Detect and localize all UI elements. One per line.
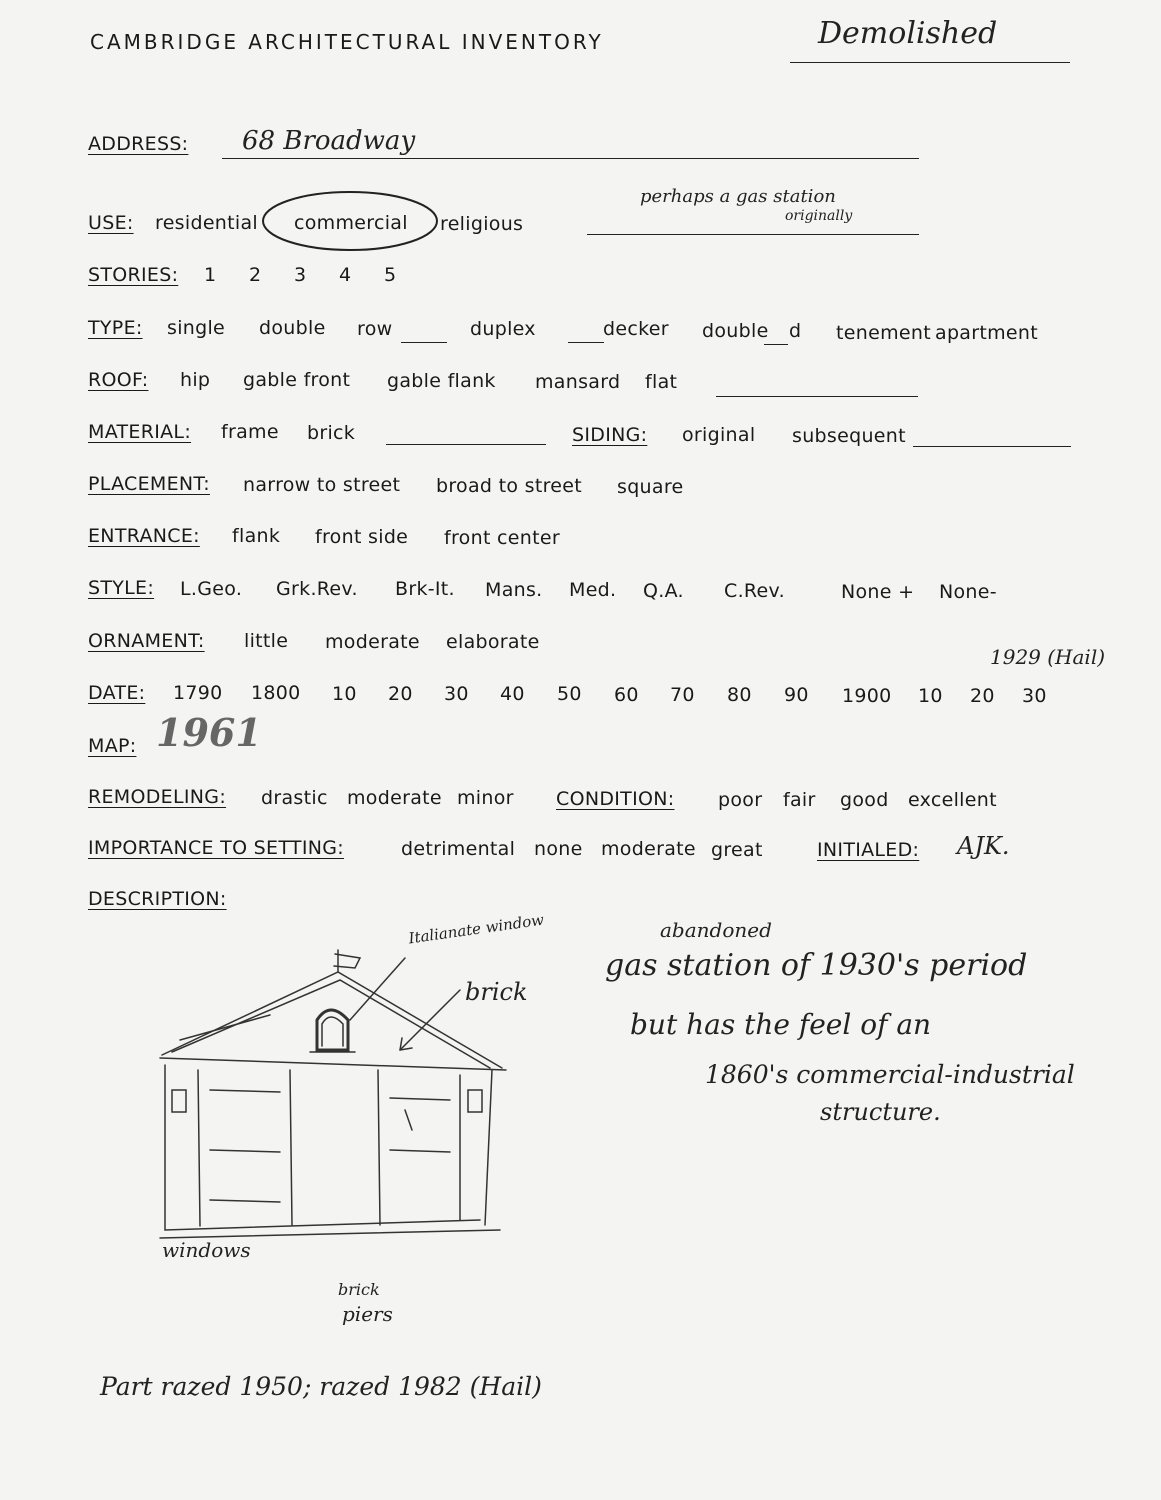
siding-label: SIDING: [572, 424, 648, 446]
use-label: USE: [88, 212, 134, 234]
stories-3: 3 [294, 264, 307, 286]
siding-subsequent: subsequent [792, 425, 906, 447]
remodeling-drastic: drastic [261, 787, 328, 809]
material-line [386, 444, 546, 445]
description-line-1: gas station of 1930's period [605, 948, 1028, 983]
roof-line [716, 396, 918, 397]
use-line [587, 234, 919, 235]
roof-gable-front: gable front [243, 369, 351, 391]
placement-label: PLACEMENT: [88, 473, 210, 495]
stories-5: 5 [384, 264, 397, 286]
use-option-religious: religious [440, 213, 524, 235]
entrance-label: ENTRANCE: [88, 525, 200, 547]
style-none-minus: None- [939, 581, 997, 603]
remodeling-label: REMODELING: [88, 786, 227, 808]
date-20: 20 [388, 683, 413, 705]
date-1790: 1790 [173, 682, 223, 704]
date-1930: 30 [1022, 685, 1047, 707]
style-none-plus: None + [841, 581, 915, 603]
status-underline [790, 62, 1070, 63]
initialed-label: INITIALED: [817, 839, 920, 861]
importance-none: none [534, 838, 583, 860]
date-90: 90 [784, 684, 809, 706]
importance-great: great [711, 839, 763, 861]
description-line-2: but has the feel of an [630, 1008, 932, 1041]
date-label: DATE: [88, 682, 146, 704]
type-single: single [167, 317, 226, 339]
material-label: MATERIAL: [88, 421, 192, 443]
importance-detrimental: detrimental [401, 838, 516, 860]
placement-square: square [617, 476, 684, 498]
roof-hip: hip [180, 369, 211, 391]
sketch-window-label: Italianate window [407, 910, 546, 948]
style-qa: Q.A. [643, 580, 684, 602]
status-note: Demolished [818, 16, 998, 51]
type-double: double [259, 317, 326, 339]
roof-gable-flank: gable flank [387, 370, 496, 392]
sketch-piers-label-2: piers [342, 1302, 393, 1326]
description-line-4: structure. [820, 1098, 941, 1126]
siding-line [913, 446, 1071, 447]
date-1800: 1800 [251, 682, 301, 704]
style-grkrev: Grk.Rev. [276, 578, 358, 600]
type-label: TYPE: [88, 317, 143, 339]
placement-narrow: narrow to street [243, 474, 401, 496]
remodeling-minor: minor [457, 787, 514, 809]
date-1900: 1900 [842, 685, 892, 707]
type-double-d-blank [764, 344, 788, 345]
type-d: d [789, 320, 802, 342]
footer-note: Part razed 1950; razed 1982 (Hail) [100, 1372, 542, 1401]
ornament-moderate: moderate [325, 631, 420, 653]
description-label: DESCRIPTION: [88, 888, 227, 910]
sketch-bottom-left-label: windows [162, 1238, 251, 1262]
stories-1: 1 [204, 264, 217, 286]
use-option-residential: residential [155, 212, 259, 234]
map-label: MAP: [88, 735, 137, 757]
condition-good: good [840, 789, 889, 811]
stories-2: 2 [249, 264, 262, 286]
date-10: 10 [332, 683, 357, 705]
style-lgeo: L.Geo. [180, 578, 243, 600]
address-value: 68 Broadway [242, 126, 416, 156]
type-apartment: apartment [935, 322, 1038, 344]
address-label: ADDRESS: [88, 133, 189, 155]
stories-label: STORIES: [88, 264, 179, 286]
material-brick: brick [307, 422, 356, 444]
building-sketch [150, 920, 560, 1270]
siding-original: original [682, 424, 756, 446]
use-note-1: perhaps a gas station [640, 186, 836, 207]
material-frame: frame [221, 421, 279, 443]
entrance-front-side: front side [315, 526, 409, 548]
date-70: 70 [670, 684, 695, 706]
entrance-flank: flank [232, 525, 281, 547]
date-1910: 10 [918, 685, 943, 707]
commercial-circle [258, 186, 448, 256]
condition-poor: poor [718, 789, 763, 811]
roof-label: ROOF: [88, 369, 149, 391]
type-row: row [357, 318, 393, 340]
sketch-brick-label: brick [465, 978, 528, 1006]
map-value: 1961 [156, 710, 262, 755]
remodeling-moderate: moderate [347, 787, 442, 809]
form-title: CAMBRIDGE ARCHITECTURAL INVENTORY [90, 30, 604, 54]
date-30: 30 [444, 683, 469, 705]
style-brkit: Brk-It. [395, 578, 455, 600]
style-crev: C.Rev. [724, 580, 785, 602]
importance-moderate: moderate [601, 838, 696, 860]
sketch-piers-label-1: brick [338, 1280, 380, 1299]
description-insert: abandoned [660, 918, 772, 942]
placement-broad: broad to street [436, 475, 583, 497]
address-line [222, 158, 919, 159]
use-option-commercial: commercial [294, 212, 408, 234]
date-note: 1929 (Hail) [990, 645, 1106, 669]
roof-flat: flat [645, 371, 678, 393]
date-60: 60 [614, 684, 639, 706]
type-decker: decker [603, 318, 669, 340]
style-mans: Mans. [485, 579, 543, 601]
type-duplex: duplex [470, 318, 536, 340]
date-1920: 20 [970, 685, 995, 707]
stories-4: 4 [339, 264, 352, 286]
date-80: 80 [727, 684, 752, 706]
description-line-3: 1860's commercial-industrial [705, 1060, 1075, 1089]
ornament-label: ORNAMENT: [88, 630, 205, 652]
initialed-value: AJK. [957, 832, 1010, 860]
roof-mansard: mansard [535, 371, 621, 393]
ornament-little: little [244, 630, 289, 652]
condition-fair: fair [783, 789, 816, 811]
entrance-front-center: front center [444, 527, 560, 549]
type-tenement: tenement [836, 322, 931, 344]
condition-label: CONDITION: [556, 788, 675, 810]
style-med: Med. [569, 579, 617, 601]
date-40: 40 [500, 683, 525, 705]
type-double-d: double [702, 320, 769, 342]
style-label: STYLE: [88, 577, 155, 599]
importance-label: IMPORTANCE TO SETTING: [88, 837, 344, 859]
type-decker-blank [568, 342, 604, 343]
date-50: 50 [557, 683, 582, 705]
type-row-blank [401, 342, 447, 343]
use-note-2: originally [785, 208, 853, 224]
condition-excellent: excellent [908, 789, 997, 811]
ornament-elaborate: elaborate [446, 631, 540, 653]
